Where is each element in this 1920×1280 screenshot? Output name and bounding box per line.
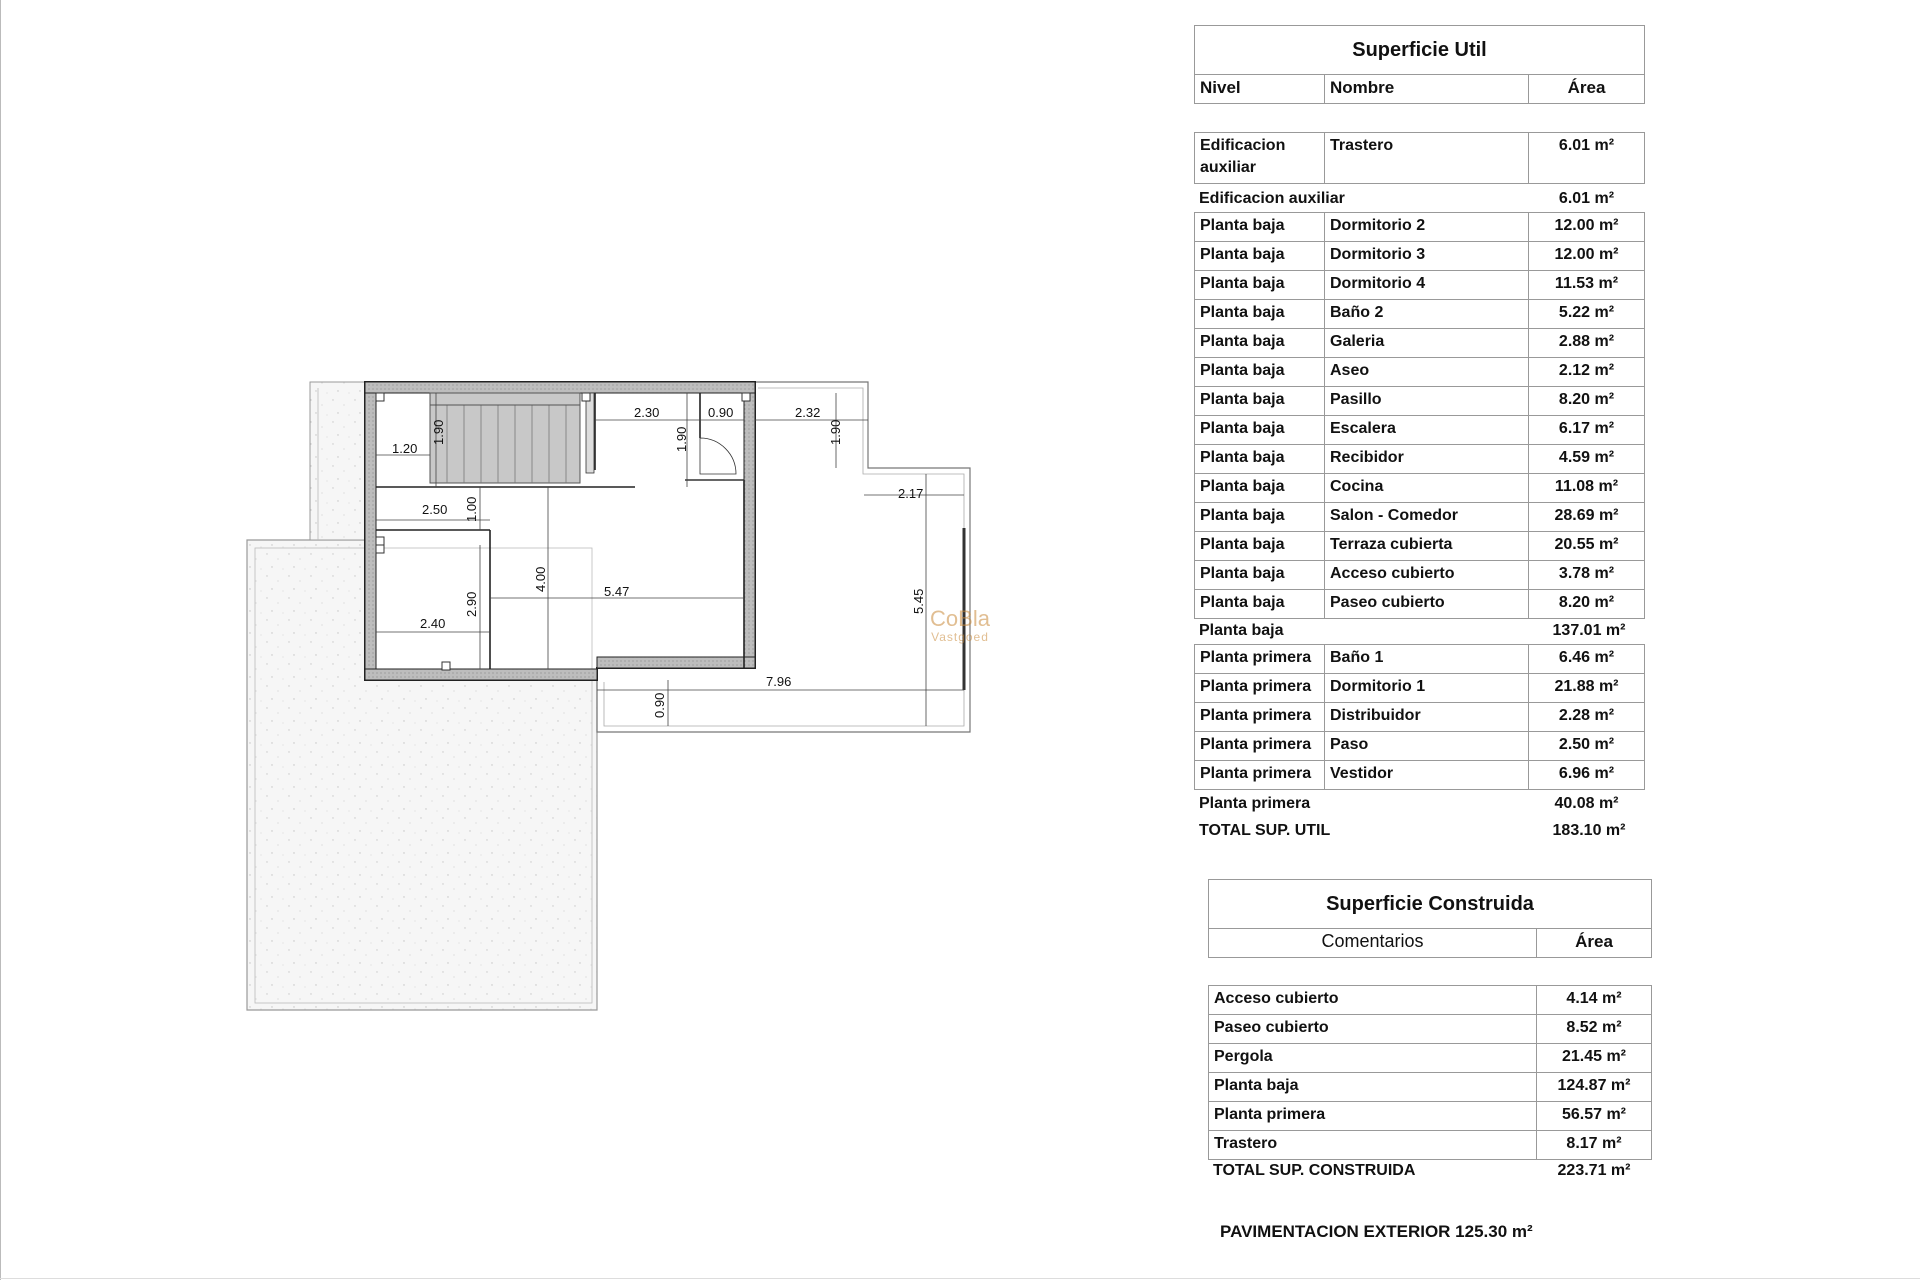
- table-cell-area: 21.88 m²: [1528, 673, 1645, 703]
- table-cell-area: 6.46 m²: [1528, 644, 1645, 674]
- table-cell-nivel: Planta baja: [1194, 415, 1325, 445]
- table-cell-nivel: Planta baja: [1194, 357, 1325, 387]
- header-area: Área: [1528, 74, 1645, 104]
- table-cell-nivel: Edificacion auxiliar: [1194, 132, 1325, 184]
- table-cell-area: 2.12 m²: [1528, 357, 1645, 387]
- table-cell-nivel: Planta baja: [1194, 386, 1325, 416]
- table-cell-area: 6.96 m²: [1528, 760, 1645, 790]
- table-cell-nombre: Cocina: [1324, 473, 1529, 503]
- table-cell-nivel: Planta baja: [1194, 502, 1325, 532]
- table-cell-area: 21.45 m²: [1536, 1043, 1652, 1073]
- dimension-label: 0.90: [652, 692, 667, 718]
- table-cell-area: 2.88 m²: [1528, 328, 1645, 358]
- table-cell-area: 56.57 m²: [1536, 1101, 1652, 1131]
- table-cell-nombre: Distribuidor: [1324, 702, 1529, 732]
- subtotal-label: Edificacion auxiliar: [1199, 190, 1345, 207]
- dimension-label: 2.40: [420, 616, 446, 631]
- table-cell-nombre: Paso: [1324, 731, 1529, 761]
- table-cell-nombre: Galeria: [1324, 328, 1529, 358]
- table-cell-nombre: Pasillo: [1324, 386, 1529, 416]
- table-cell-name: Paseo cubierto: [1208, 1014, 1537, 1044]
- exterior-paving: [247, 540, 597, 1010]
- table-cell-area: 11.53 m²: [1528, 270, 1645, 300]
- page-border-bottom: [0, 1278, 1920, 1279]
- dimension-label: 5.47: [604, 584, 630, 599]
- table-cell-nombre: Acceso cubierto: [1324, 560, 1529, 590]
- dimension-label: 2.30: [634, 405, 660, 420]
- table-cell-nombre: Salon - Comedor: [1324, 502, 1529, 532]
- table-cell-area: 3.78 m²: [1528, 560, 1645, 590]
- table-cell-nombre: Terraza cubierta: [1324, 531, 1529, 561]
- total-area: 183.10 m²: [1552, 822, 1626, 839]
- subtotal-area: 40.08 m²: [1554, 795, 1619, 812]
- logo-text: CoBla: [930, 606, 990, 631]
- table-cell-area: 20.55 m²: [1528, 531, 1645, 561]
- table-cell-name: Planta baja: [1208, 1072, 1537, 1102]
- table-title: Superficie Util: [1194, 25, 1645, 75]
- pavimentacion-exterior: PAVIMENTACION EXTERIOR 125.30 m²: [1220, 1222, 1533, 1241]
- table-cell-area: 4.59 m²: [1528, 444, 1645, 474]
- subtotal-label: Planta primera: [1199, 795, 1311, 812]
- table-cell-area: 6.01 m²: [1528, 132, 1645, 184]
- table-cell-nombre: Trastero: [1324, 132, 1529, 184]
- table-cell-nombre: Vestidor: [1324, 760, 1529, 790]
- table-title: Superficie Construida: [1208, 879, 1652, 929]
- table-cell-nivel: Planta baja: [1194, 560, 1325, 590]
- watermark-logo: [920, 608, 1000, 644]
- table-cell-nombre: Dormitorio 3: [1324, 241, 1529, 271]
- dimension-label: 1.20: [392, 441, 418, 456]
- subtotal-area: 137.01 m²: [1552, 622, 1626, 639]
- table-cell-nombre: Escalera: [1324, 415, 1529, 445]
- staircase: [430, 393, 580, 483]
- table-cell-nombre: Paseo cubierto: [1324, 589, 1529, 619]
- subtotal-area: 6.01 m²: [1558, 190, 1615, 207]
- dimension-label: 1.90: [828, 419, 843, 445]
- dimension-label: 4.00: [533, 566, 548, 592]
- table-cell-name: Acceso cubierto: [1208, 985, 1537, 1015]
- table-cell-nombre: Dormitorio 1: [1324, 673, 1529, 703]
- table-cell-nombre: Dormitorio 2: [1324, 212, 1529, 242]
- table-cell-nombre: Baño 2: [1324, 299, 1529, 329]
- table-cell-area: 124.87 m²: [1536, 1072, 1652, 1102]
- table-cell-area: 8.17 m²: [1536, 1130, 1652, 1160]
- header-nivel: Nivel: [1194, 74, 1325, 104]
- dimension-label: 1.90: [674, 426, 689, 452]
- table-cell-area: 8.52 m²: [1536, 1014, 1652, 1044]
- table-cell-nivel: Planta primera: [1194, 644, 1325, 674]
- header-area: Área: [1536, 928, 1652, 958]
- logo-subtext: Vastgoed: [931, 630, 989, 644]
- table-cell-nombre: Recibidor: [1324, 444, 1529, 474]
- table-cell-nivel: Planta baja: [1194, 328, 1325, 358]
- table-cell-area: 12.00 m²: [1528, 212, 1645, 242]
- table-cell-area: 11.08 m²: [1528, 473, 1645, 503]
- header-comentarios: Comentarios: [1208, 928, 1537, 958]
- table-cell-nivel: Planta primera: [1194, 760, 1325, 790]
- table-cell-area: 6.17 m²: [1528, 415, 1645, 445]
- table-cell-nivel: Planta baja: [1194, 473, 1325, 503]
- table-cell-area: 12.00 m²: [1528, 241, 1645, 271]
- table-cell-area: 5.22 m²: [1528, 299, 1645, 329]
- table-cell-area: 28.69 m²: [1528, 502, 1645, 532]
- total-area: 223.71 m²: [1557, 1162, 1631, 1179]
- table-cell-nivel: Planta primera: [1194, 673, 1325, 703]
- table-cell-nombre: Aseo: [1324, 357, 1529, 387]
- dimension-label: 2.32: [795, 405, 821, 420]
- table-cell-nivel: Planta baja: [1194, 241, 1325, 271]
- floor-plan: [0, 0, 1000, 1030]
- total-label: TOTAL SUP. UTIL: [1199, 822, 1331, 839]
- table-cell-nivel: Planta baja: [1194, 444, 1325, 474]
- table-cell-area: 4.14 m²: [1536, 985, 1652, 1015]
- table-cell-name: Pergola: [1208, 1043, 1537, 1073]
- table-cell-nivel: Planta baja: [1194, 299, 1325, 329]
- header-nombre: Nombre: [1324, 74, 1529, 104]
- total-label: TOTAL SUP. CONSTRUIDA: [1213, 1162, 1416, 1179]
- table-cell-name: Trastero: [1208, 1130, 1537, 1160]
- table-cell-nombre: Baño 1: [1324, 644, 1529, 674]
- table-cell-nivel: Planta primera: [1194, 731, 1325, 761]
- table-cell-nombre: Dormitorio 4: [1324, 270, 1529, 300]
- table-cell-nivel: Planta baja: [1194, 270, 1325, 300]
- dimension-label: 2.17: [898, 486, 924, 501]
- table-cell-area: 8.20 m²: [1528, 589, 1645, 619]
- dimension-label: 7.96: [766, 674, 792, 689]
- table-cell-area: 2.28 m²: [1528, 702, 1645, 732]
- table-cell-area: 2.50 m²: [1528, 731, 1645, 761]
- dimension-label: 0.90: [708, 405, 734, 420]
- subtotal-label: Planta baja: [1199, 622, 1284, 639]
- table-cell-nivel: Planta baja: [1194, 589, 1325, 619]
- dimension-label: 5.45: [911, 588, 926, 614]
- table-cell-nivel: Planta primera: [1194, 702, 1325, 732]
- dimension-label: 2.50: [422, 502, 448, 517]
- table-cell-name: Planta primera: [1208, 1101, 1537, 1131]
- dimension-label: 1.00: [464, 496, 479, 522]
- door-swing: [700, 438, 736, 474]
- dimension-label: 1.90: [431, 419, 446, 445]
- table-cell-nivel: Planta baja: [1194, 531, 1325, 561]
- dimension-label: 2.90: [464, 591, 479, 617]
- table-cell-nivel: Planta baja: [1194, 212, 1325, 242]
- table-cell-area: 8.20 m²: [1528, 386, 1645, 416]
